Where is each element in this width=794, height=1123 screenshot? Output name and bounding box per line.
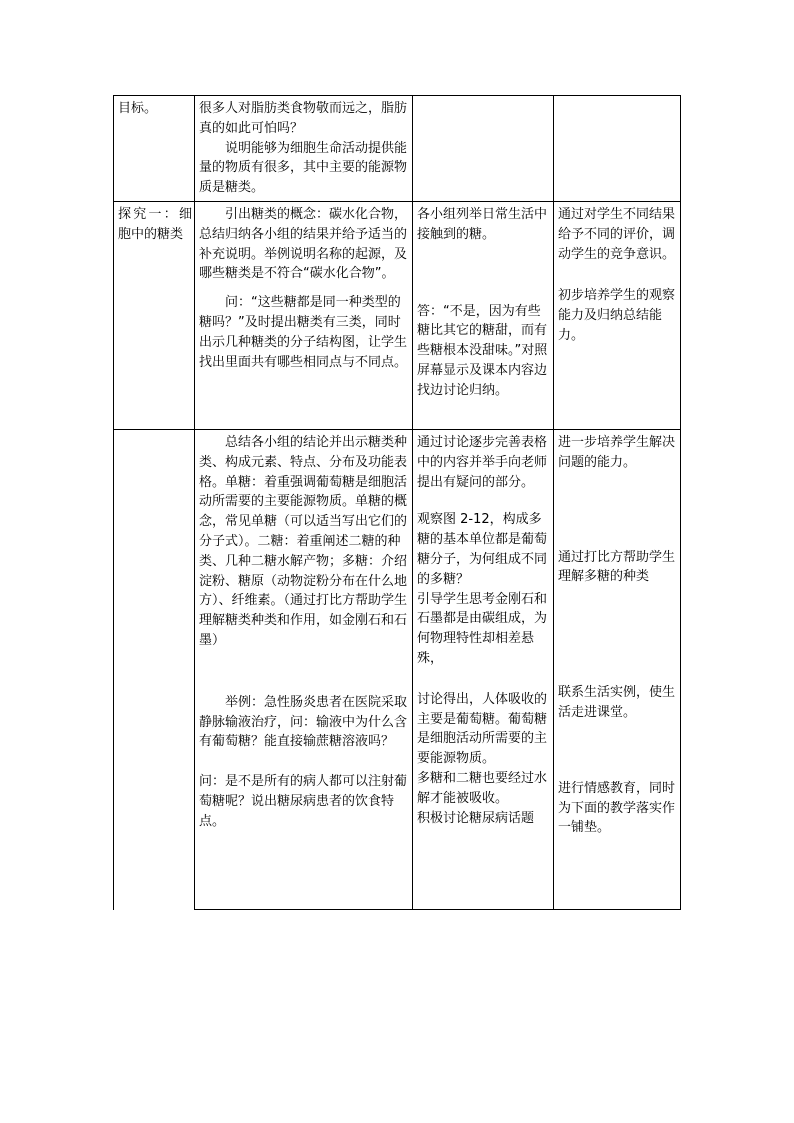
table-left-border bbox=[113, 95, 114, 910]
row-divider-2 bbox=[113, 429, 681, 430]
row3-col3-para6: 积极讨论糖尿病话题 bbox=[417, 810, 535, 826]
table-top-border bbox=[113, 95, 681, 96]
row3-col4-para1: 进一步培养学生解决问题的能力。 bbox=[558, 435, 676, 470]
row2-col1-text: 探究一：细胞中的糖类 bbox=[118, 207, 192, 242]
row3-col3-para1: 通过讨论逐步完善表格中的内容并举手向老师提出有疑问的部分。 bbox=[417, 435, 548, 490]
row2-col3-cell bbox=[417, 205, 551, 401]
table-bottom-border bbox=[194, 909, 681, 910]
column-divider-2 bbox=[412, 95, 413, 910]
row1-col1-text: 目标。 bbox=[118, 101, 158, 116]
row3-col4-para2: 通过打比方帮助学生理解多糖的种类 bbox=[558, 549, 676, 585]
row2-col4-para1: 通过对学生不同结果给予不同的评价，调动学生的竞争意识。 bbox=[558, 207, 676, 262]
table-right-border bbox=[680, 95, 681, 910]
row3-col3-cell bbox=[417, 433, 551, 828]
row1-col1-cell bbox=[118, 99, 192, 119]
row3-col2-para1: 总结各小组的结论并出示糖类种类、构成元素、特点、分布及功能表格。单糖：着重强调葡萄糖是细胞活动所需要的主要能源物质。单糖的概念，常见单糖（可以适当写出它们的分子式）。二糖：着重阐述二糖的种类、几种二糖水解产物；多糖：介绍淀粉、糖原（动物淀粉分布在什么地方）、纤维素。（通过打比方帮助学生理解糖类种类和作用，如金刚石和石墨） bbox=[199, 435, 408, 648]
row2-col2-para1: 引出糖类的概念：碳水化合物，总结归纳各小组的结果并给予适当的补充说明。举例说明名称的起源，及哪些糖类是不符合“碳水化合物”。 bbox=[199, 207, 408, 282]
row3-col2-cell bbox=[199, 433, 409, 832]
row-divider-1 bbox=[113, 201, 681, 202]
row3-col3-para3: 引导学生思考金刚石和石墨都是由碳组成，为何物理特性却相差悬殊， bbox=[417, 591, 548, 666]
column-divider-1 bbox=[194, 95, 195, 910]
row3-col2-para2: 举例：急性肠炎患者在医院采取静脉输液治疗，问：输液中为什么含有葡萄糖？能直接输蔗糖溶液吗？ bbox=[199, 694, 408, 750]
row2-col1-cell bbox=[118, 205, 192, 245]
row3-col4-para4: 进行情感教育，同时为下面的教学落实作一铺垫。 bbox=[558, 780, 676, 836]
row3-col3-para4: 讨论得出，人体吸收的主要是葡萄糖。葡萄糖是细胞活动所需要的主要能源物质。 bbox=[417, 691, 548, 767]
row1-col2-cell bbox=[199, 99, 409, 198]
row3-col2-para3: 问：是不是所有的病人都可以注射葡萄糖呢？说出糖尿病患者的饮食特点。 bbox=[199, 774, 408, 829]
row2-col4-para2: 初步培养学生的观察能力及归纳总结能力。 bbox=[558, 288, 676, 343]
row1-col2-para1: 很多人对脂肪类食物敬而远之，脂肪真的如此可怕吗？ bbox=[199, 101, 408, 136]
row2-col2-para2: 问：“这些糖都是同一种类型的糖吗？”及时提出糖类有三类，同时出示几种糖类的分子结构图，让学生找出里面共有哪些相同点与不同点。 bbox=[199, 295, 408, 370]
row2-col3-para2: 答：“不是，因为有些糖比其它的糖甜，而有些糖根本没甜味。”对照屏幕显示及课本内容边找边讨论归纳。 bbox=[417, 303, 548, 398]
row3-col4-cell bbox=[558, 433, 679, 838]
row2-col3-para1: 各小组列举日常生活中接触到的糖。 bbox=[417, 207, 548, 242]
row3-col3-para5: 多糖和二糖也要经过水解才能被吸收。 bbox=[417, 770, 548, 806]
row3-col3-para2: 观察图 2-12，构成多糖的基本单位都是葡萄糖分子，为何组成不同的多糖？ bbox=[417, 512, 548, 587]
column-divider-3 bbox=[553, 95, 554, 910]
row3-col4-para3: 联系生活实例，使生活走进课堂。 bbox=[558, 685, 676, 720]
row2-col4-cell bbox=[558, 205, 679, 346]
row2-col2-cell bbox=[199, 205, 409, 372]
row1-col2-para2: 说明能够为细胞生命活动提供能量的物质有很多，其中主要的能源物质是糖类。 bbox=[199, 140, 408, 196]
